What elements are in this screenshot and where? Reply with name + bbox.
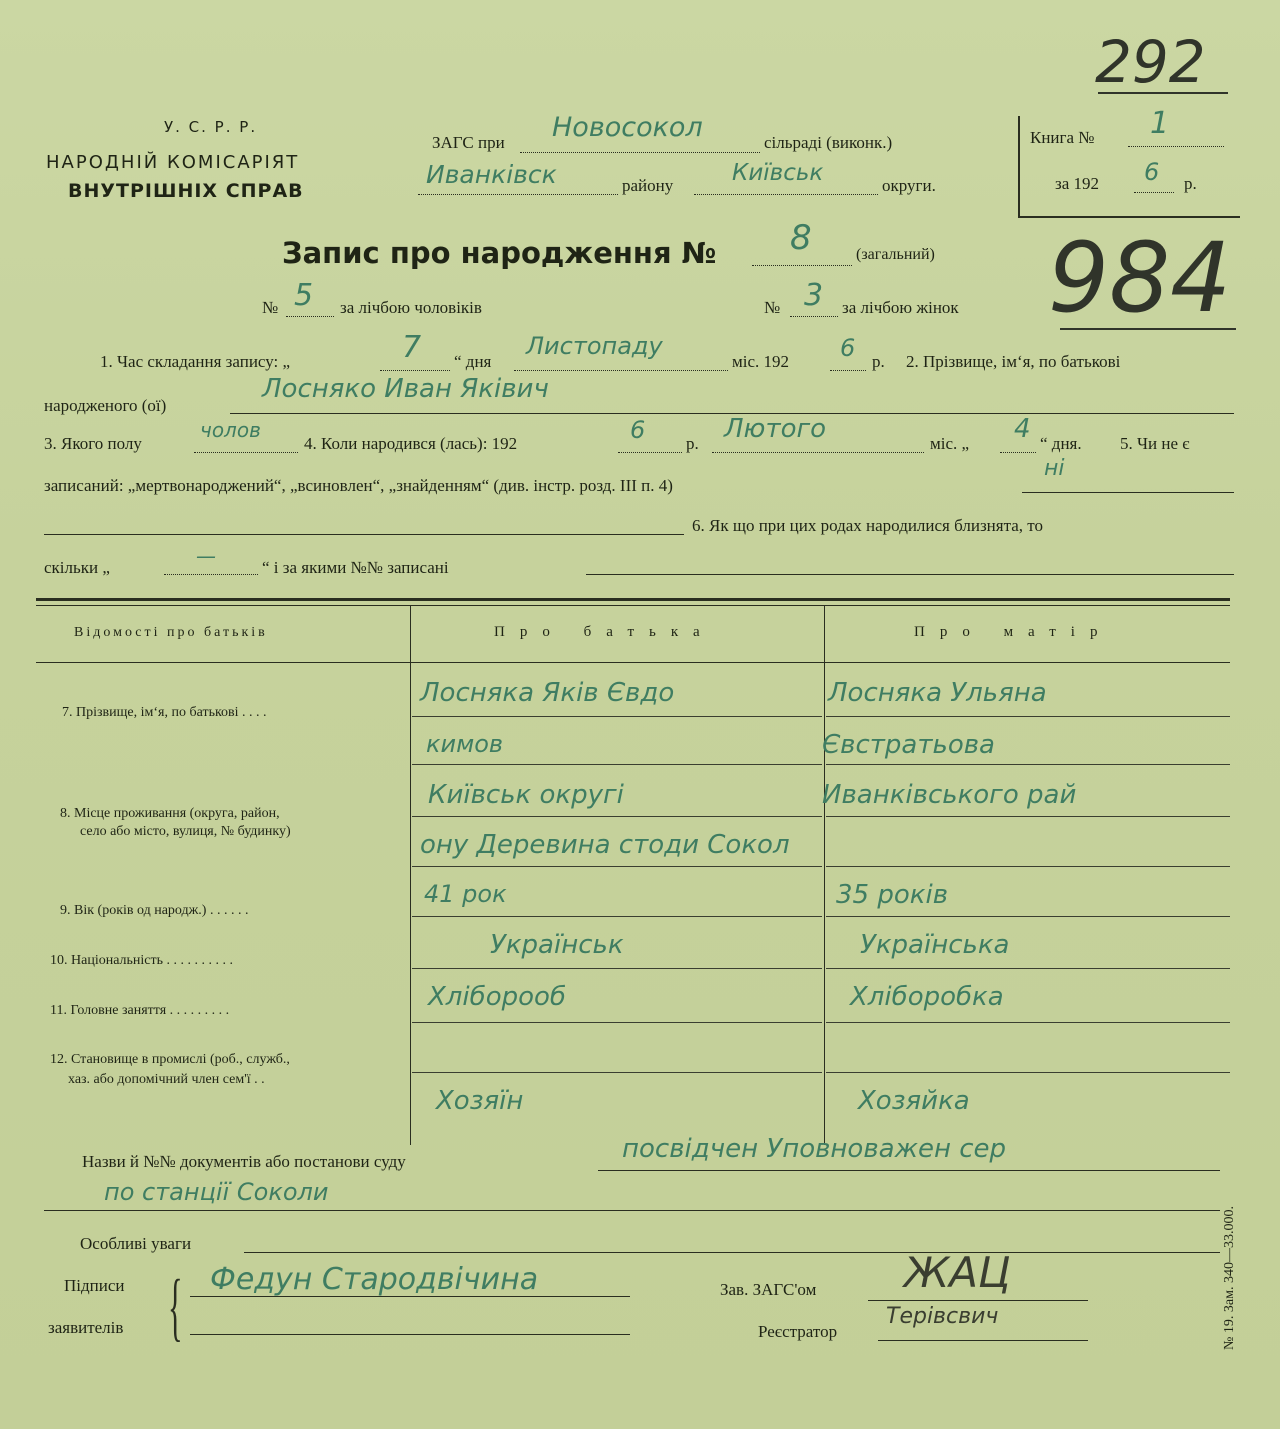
father-rule	[412, 1022, 822, 1023]
big-number: 984	[1048, 222, 1232, 334]
mother-rule	[826, 716, 1230, 717]
q1-year-line	[830, 370, 866, 371]
q1-year: 6	[840, 334, 856, 362]
mother-rule	[826, 866, 1230, 867]
row-label-status-1: 12. Становище в промислі (роб., служб.,	[50, 1052, 290, 1067]
q1-month-line	[514, 370, 728, 371]
q6-blank-line	[44, 534, 684, 535]
col1-header: Відомості про батьків	[74, 625, 268, 640]
mother-rule	[826, 1022, 1230, 1023]
q4-day-line	[1000, 452, 1036, 453]
q3-line	[194, 452, 298, 453]
father-occupation: Хліборооб	[428, 982, 566, 1012]
docs-value-1: посвідчен Уповноважен сер	[622, 1134, 1007, 1164]
q2-label: 2. Прізвище, ім‘я, по батькові	[906, 352, 1121, 371]
okruha-value: Київськ	[732, 160, 824, 186]
sign-line-1	[190, 1296, 630, 1297]
row-label-residence-1: 8. Місце проживання (округа, район,	[60, 806, 280, 821]
sign-label-2: заявителів	[48, 1318, 124, 1337]
big-number-underline	[1060, 328, 1236, 330]
women-line	[790, 316, 838, 317]
q4-year-suffix: р.	[686, 434, 699, 453]
q6-value: —	[196, 544, 216, 568]
q4-day-label: “ дня.	[1040, 434, 1082, 453]
father-rule	[412, 716, 822, 717]
table-top-rule-thin	[36, 605, 1230, 606]
zags-line	[520, 152, 760, 153]
book-line	[1128, 146, 1224, 147]
father-rule	[412, 1072, 822, 1073]
q4-month-label: міс. „	[930, 434, 970, 453]
table-col-divider-1	[410, 605, 411, 1145]
row-label-status-2: хаз. або допомічний член сем'ї . .	[68, 1072, 265, 1087]
corner-number: 292	[1095, 28, 1206, 96]
q4-year-line	[618, 452, 682, 453]
year-prefix: за 192	[1055, 174, 1100, 193]
q4-label: 4. Коли народився (лась): 192	[304, 434, 518, 453]
row-label-residence-2: село або місто, вулиця, № будинку)	[80, 824, 291, 839]
father-nationality: Українськ	[490, 930, 624, 960]
q1-day-label: “ дня	[454, 352, 492, 371]
father-rule	[412, 816, 822, 817]
mother-rule	[826, 764, 1230, 765]
q4-month: Лютого	[724, 414, 827, 444]
father-status: Хозяїн	[436, 1086, 524, 1116]
mother-rule	[826, 1072, 1230, 1073]
men-label: за лічбою чоловіків	[340, 298, 482, 317]
table-header-rule	[36, 662, 1230, 663]
q3-label: 3. Якого полу	[44, 434, 142, 453]
q6-value-line	[164, 574, 258, 575]
q2-label2: народженого (ої)	[44, 396, 167, 415]
q5-label: 5. Чи не є	[1120, 434, 1190, 453]
raion-line	[418, 194, 618, 195]
record-title: Запис про народження №	[282, 236, 717, 270]
mother-name-1: Лосняка Ульяна	[828, 678, 1047, 708]
book-label: Книга №	[1030, 128, 1095, 147]
q2-value: Лосняко Иван Яківич	[262, 374, 549, 404]
record-number-line	[752, 265, 852, 266]
registrar-line	[878, 1340, 1088, 1341]
row-label-occupation: 11. Головне заняття . . . . . . . . .	[50, 1003, 230, 1018]
book-value: 1	[1150, 106, 1170, 141]
raion-value: Иванківск	[426, 160, 557, 189]
form-code: № 19. Зам. 340—33.000.	[1222, 1206, 1237, 1350]
women-prefix: №	[764, 298, 781, 317]
father-rule	[412, 764, 822, 765]
table-col-divider-2	[824, 605, 825, 1145]
zags-value: Новосокол	[552, 112, 703, 143]
silradi-label: сільраді (виконк.)	[764, 133, 893, 152]
col2-header: Про батька	[494, 624, 715, 640]
q5-value: ні	[1044, 456, 1065, 481]
mother-place-1: Иванківського рай	[822, 780, 1077, 810]
year-digit: 6	[1144, 158, 1160, 186]
raion-label: району	[622, 176, 674, 195]
year-line	[1134, 192, 1174, 193]
row-label-age: 9. Вік (років од народж.) . . . . . .	[60, 903, 249, 918]
q3-value: чолов	[200, 418, 261, 442]
men-prefix: №	[262, 298, 279, 317]
head-label: Зав. ЗАГС'ом	[720, 1280, 817, 1299]
father-name-2: кимов	[426, 730, 504, 758]
okruha-line	[694, 194, 878, 195]
men-line	[286, 316, 334, 317]
mother-rule	[826, 816, 1230, 817]
docs-line-1	[598, 1170, 1220, 1171]
q5-line	[1022, 492, 1234, 493]
col3-header: Про матір	[914, 624, 1113, 640]
registrar-signature: Терівсвич	[886, 1304, 999, 1329]
notes-label: Особливі уваги	[80, 1234, 192, 1253]
zags-label: ЗАГС при	[432, 133, 505, 152]
sign-value: Федун Стародвічина	[210, 1262, 539, 1297]
notes-line	[244, 1252, 1220, 1253]
commissariat-line1: НАРОДНІЙ КОМІСАРІЯТ	[46, 152, 300, 173]
mother-age: 35 років	[836, 880, 949, 910]
corner-underline	[1098, 92, 1228, 94]
row-label-name: 7. Прізвище, ім‘я, по батькові . . . .	[62, 705, 267, 720]
year-suffix: р.	[1184, 174, 1197, 193]
table-top-rule-thick	[36, 598, 1230, 601]
men-value: 5	[294, 278, 314, 313]
father-place-2: ону Деревина стоди Сокол	[420, 830, 790, 860]
mother-status: Хозяйка	[858, 1086, 970, 1116]
father-name-1: Лосняка Яків Євдо	[420, 678, 675, 708]
q1-month: Листопаду	[526, 332, 663, 360]
q6-numbers-line	[586, 574, 1234, 575]
q1-day-line	[380, 370, 450, 371]
father-age: 41 рок	[424, 880, 507, 908]
q1-day: 7	[402, 330, 422, 365]
docs-label: Назви й №№ документів або постанови суду	[82, 1152, 406, 1171]
registrar-label: Реєстратор	[758, 1322, 838, 1341]
q4-year: 6	[630, 416, 646, 444]
q4-month-line	[712, 452, 924, 453]
mother-rule	[826, 968, 1230, 969]
head-line	[868, 1300, 1088, 1301]
q5-label2: записаний: „мертвонароджений“, „всиновлен“, „знайденням“ (див. інстр. розд. III п. 4)	[44, 476, 673, 495]
q1-year-suffix: р.	[872, 352, 885, 371]
okruha-label: округи.	[882, 176, 936, 195]
women-value: 3	[804, 278, 824, 313]
sign-label-1: Підписи	[64, 1276, 125, 1295]
q6-label: 6. Як що при цих родах народилися близнята, то	[692, 516, 1043, 535]
q1-label: 1. Час складання запису: „	[100, 352, 291, 371]
mother-name-2: Євстратьова	[822, 730, 995, 760]
q6-label3: “ і за якими №№ записані	[262, 558, 449, 577]
father-rule	[412, 968, 822, 969]
father-rule	[412, 866, 822, 867]
head-signature: ЖАЦ	[904, 1248, 1011, 1297]
q1-month-label: міс. 192	[732, 352, 790, 371]
q4-day: 4	[1014, 414, 1031, 444]
father-place-1: Київськ округі	[428, 780, 624, 810]
general-label: (загальний)	[856, 246, 935, 263]
sign-line-2	[190, 1334, 630, 1335]
docs-value-2: по станції Соколи	[104, 1178, 329, 1206]
mother-nationality: Українська	[860, 930, 1010, 960]
women-label: за лічбою жінок	[842, 298, 959, 317]
ussr-label: У. С. Р. Р.	[164, 118, 258, 136]
mother-occupation: Хліборобка	[850, 982, 1004, 1012]
docs-line-2	[44, 1210, 1220, 1211]
father-rule	[412, 916, 822, 917]
q6-label2: скільки „	[44, 558, 110, 577]
mother-rule	[826, 916, 1230, 917]
record-number: 8	[790, 218, 812, 258]
commissariat-line2: ВНУТРІШНІХ СПРАВ	[68, 180, 304, 202]
row-label-nationality: 10. Національність . . . . . . . . . .	[50, 953, 234, 968]
sign-brace: {	[168, 1265, 183, 1349]
